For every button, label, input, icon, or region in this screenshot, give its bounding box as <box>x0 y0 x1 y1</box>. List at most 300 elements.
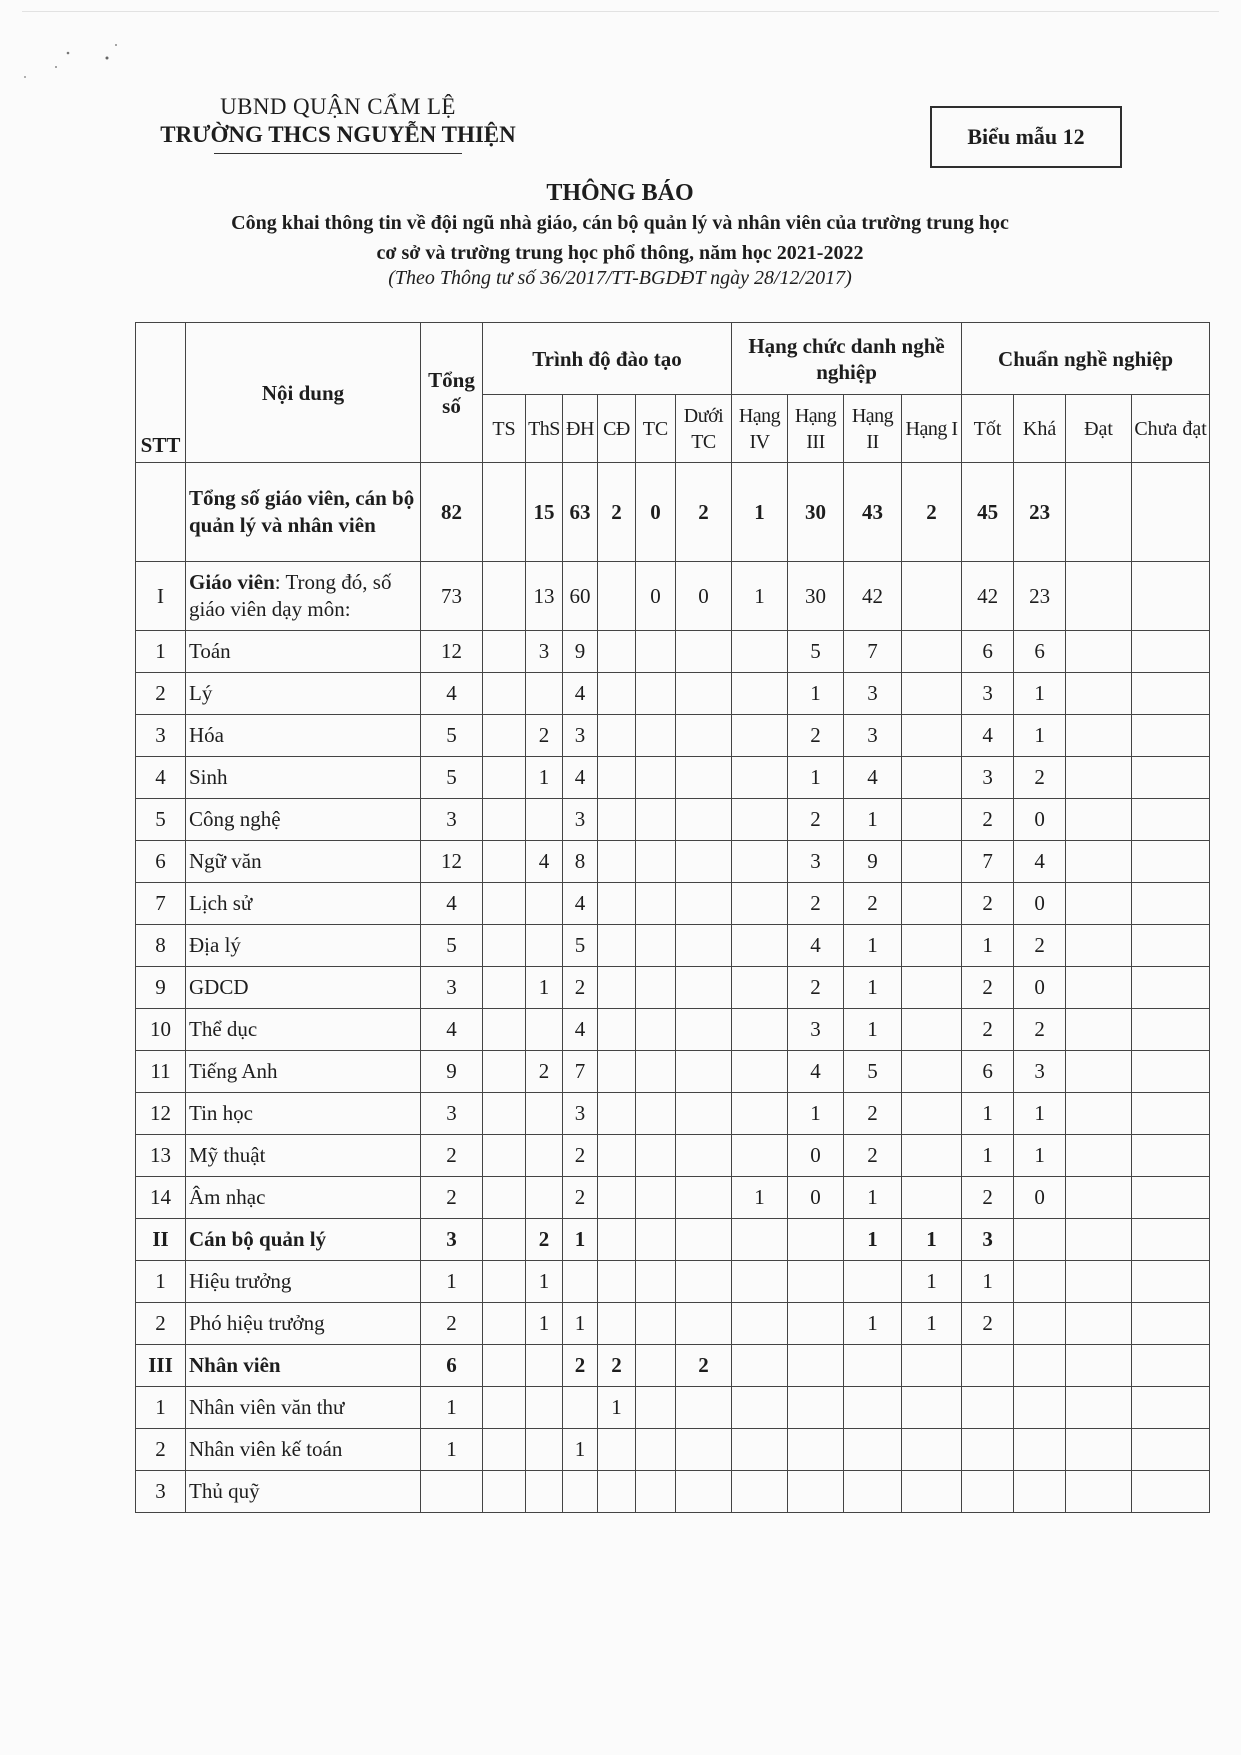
cell-stt: 5 <box>136 799 186 841</box>
cell-value <box>788 1261 844 1303</box>
cell-value <box>676 925 732 967</box>
cell-value: 2 <box>598 1345 636 1387</box>
cell-value <box>483 841 526 883</box>
cell-value <box>483 1093 526 1135</box>
cell-value: 1 <box>844 1177 902 1219</box>
cell-value: 1 <box>732 562 788 631</box>
agency-name: UBND QUẬN CẨM LỆ <box>220 94 456 119</box>
cell-value <box>732 1219 788 1261</box>
table-row <box>136 463 1210 562</box>
cell-noi-dung: Âm nhạc <box>186 1177 421 1219</box>
cell-stt: 12 <box>136 1093 186 1135</box>
table-row <box>136 1051 1210 1093</box>
cell-value <box>1066 1303 1132 1345</box>
cell-value: 1 <box>902 1261 962 1303</box>
cell-value <box>636 1345 676 1387</box>
cell-value: 1 <box>563 1219 598 1261</box>
cell-value <box>636 799 676 841</box>
cell-tong-so: 2 <box>421 1135 483 1177</box>
cell-stt: 2 <box>136 673 186 715</box>
cell-value: 2 <box>962 1303 1014 1345</box>
cell-value: 2 <box>962 967 1014 1009</box>
cell-stt: 13 <box>136 1135 186 1177</box>
cell-value <box>1132 1219 1210 1261</box>
cell-value: 4 <box>962 715 1014 757</box>
cell-value: 0 <box>1014 1177 1066 1219</box>
cell-value <box>676 1303 732 1345</box>
cell-value <box>598 757 636 799</box>
cell-value: 2 <box>563 967 598 1009</box>
cell-value <box>636 1261 676 1303</box>
cell-value <box>1066 673 1132 715</box>
cell-value: 4 <box>526 841 563 883</box>
cell-value: 1 <box>526 1303 563 1345</box>
cell-value <box>732 1135 788 1177</box>
cell-stt: 11 <box>136 1051 186 1093</box>
cell-value: 4 <box>563 673 598 715</box>
cell-value: 0 <box>1014 967 1066 1009</box>
cell-value <box>902 967 962 1009</box>
cell-value <box>902 1177 962 1219</box>
cell-value <box>483 562 526 631</box>
table-row <box>136 562 1210 631</box>
cell-value <box>483 1387 526 1429</box>
cell-stt: 2 <box>136 1429 186 1471</box>
cell-value <box>902 673 962 715</box>
cell-tong-so: 12 <box>421 631 483 673</box>
cell-noi-dung: Hóa <box>186 715 421 757</box>
cell-value: 1 <box>563 1429 598 1471</box>
cell-stt: 1 <box>136 1261 186 1303</box>
school-underline <box>214 153 462 154</box>
cell-value <box>1066 1429 1132 1471</box>
cell-tong-so: 3 <box>421 1219 483 1261</box>
cell-value: 6 <box>962 631 1014 673</box>
cell-value <box>1132 1261 1210 1303</box>
cell-stt: 6 <box>136 841 186 883</box>
cell-value: 3 <box>844 715 902 757</box>
header-duoi-tc: Dưới TC <box>676 395 732 463</box>
cell-stt: III <box>136 1345 186 1387</box>
cell-value <box>636 1051 676 1093</box>
cell-stt: 4 <box>136 757 186 799</box>
cell-value <box>902 1135 962 1177</box>
cell-value <box>636 1219 676 1261</box>
cell-value <box>598 1135 636 1177</box>
cell-value <box>1132 631 1210 673</box>
cell-value <box>1066 925 1132 967</box>
cell-value <box>1132 673 1210 715</box>
cell-value <box>636 967 676 1009</box>
table-row <box>136 1429 1210 1471</box>
cell-value: 0 <box>788 1135 844 1177</box>
cell-value <box>788 1387 844 1429</box>
document-note: (Theo Thông tư số 36/2017/TT-BGDĐT ngày 28/12/2017) <box>388 267 852 289</box>
cell-value: 2 <box>676 463 732 562</box>
cell-value: 7 <box>962 841 1014 883</box>
cell-value <box>732 673 788 715</box>
cell-value <box>483 673 526 715</box>
cell-value <box>902 1345 962 1387</box>
cell-value <box>676 1261 732 1303</box>
cell-value: 1 <box>844 799 902 841</box>
cell-value <box>636 757 676 799</box>
cell-value <box>1014 1261 1066 1303</box>
cell-value <box>483 925 526 967</box>
cell-value <box>1066 757 1132 799</box>
scan-specks <box>20 30 130 90</box>
cell-value <box>483 1135 526 1177</box>
cell-value: 1 <box>526 757 563 799</box>
cell-value <box>1132 1429 1210 1471</box>
cell-value <box>526 1387 563 1429</box>
cell-value: 43 <box>844 463 902 562</box>
header-kha: Khá <box>1014 395 1066 463</box>
cell-value: 3 <box>788 1009 844 1051</box>
cell-noi-dung <box>186 562 421 631</box>
cell-value <box>1066 631 1132 673</box>
cell-value: 1 <box>732 463 788 562</box>
cell-value <box>1132 1135 1210 1177</box>
cell-value <box>483 1261 526 1303</box>
cell-value: 3 <box>563 715 598 757</box>
cell-value <box>636 883 676 925</box>
cell-value: 2 <box>1014 925 1066 967</box>
cell-noi-dung: Sinh <box>186 757 421 799</box>
cell-value: 4 <box>788 925 844 967</box>
cell-value: 0 <box>1014 883 1066 925</box>
cell-value <box>526 1093 563 1135</box>
cell-value <box>732 1387 788 1429</box>
cell-stt: 14 <box>136 1177 186 1219</box>
cell-value: 0 <box>1014 799 1066 841</box>
cell-stt: 7 <box>136 883 186 925</box>
cell-value: 3 <box>563 1093 598 1135</box>
cell-value <box>526 673 563 715</box>
cell-value <box>483 799 526 841</box>
table-row <box>136 1009 1210 1051</box>
cell-value <box>1066 1261 1132 1303</box>
cell-noi-dung: Ngữ văn <box>186 841 421 883</box>
cell-value: 42 <box>844 562 902 631</box>
cell-value <box>1014 1429 1066 1471</box>
cell-value <box>1066 1093 1132 1135</box>
cell-value <box>636 1135 676 1177</box>
cell-value <box>1014 1471 1066 1513</box>
cell-stt: 9 <box>136 967 186 1009</box>
cell-stt: II <box>136 1219 186 1261</box>
cell-value <box>636 715 676 757</box>
cell-value <box>526 1135 563 1177</box>
cell-value <box>676 1177 732 1219</box>
cell-value <box>483 463 526 562</box>
cell-noi-dung: Lịch sử <box>186 883 421 925</box>
header-group-chuan: Chuẩn nghề nghiệp <box>962 323 1210 395</box>
header-hang-i: Hạng I <box>902 395 962 463</box>
cell-value <box>732 799 788 841</box>
cell-value: 1 <box>1014 715 1066 757</box>
table-row <box>136 757 1210 799</box>
cell-value <box>1066 715 1132 757</box>
cell-value <box>636 631 676 673</box>
cell-value <box>902 631 962 673</box>
cell-value <box>483 1429 526 1471</box>
cell-value: 5 <box>844 1051 902 1093</box>
header-tot: Tốt <box>962 395 1014 463</box>
cell-value <box>732 1093 788 1135</box>
cell-tong-so: 4 <box>421 1009 483 1051</box>
cell-value: 1 <box>902 1219 962 1261</box>
cell-value <box>676 1093 732 1135</box>
cell-value: 8 <box>563 841 598 883</box>
cell-value: 9 <box>844 841 902 883</box>
cell-value <box>732 715 788 757</box>
cell-value: 2 <box>563 1135 598 1177</box>
cell-value <box>962 1471 1014 1513</box>
cell-value <box>598 967 636 1009</box>
cell-value <box>1066 1345 1132 1387</box>
cell-value <box>636 1429 676 1471</box>
cell-value <box>526 925 563 967</box>
cell-value: 1 <box>844 967 902 1009</box>
cell-value: 1 <box>844 1303 902 1345</box>
cell-stt: 3 <box>136 715 186 757</box>
cell-value: 2 <box>844 883 902 925</box>
cell-value <box>598 1429 636 1471</box>
cell-value <box>598 1009 636 1051</box>
table-row <box>136 1093 1210 1135</box>
cell-value <box>1132 1009 1210 1051</box>
title-block <box>120 180 1120 290</box>
cell-value: 3 <box>962 757 1014 799</box>
cell-value <box>788 1219 844 1261</box>
table-row <box>136 841 1210 883</box>
cell-value <box>526 1471 563 1513</box>
cell-value <box>636 841 676 883</box>
cell-value <box>483 967 526 1009</box>
cell-value <box>563 1261 598 1303</box>
table-row <box>136 883 1210 925</box>
cell-value <box>676 967 732 1009</box>
cell-value: 4 <box>563 883 598 925</box>
cell-value: 30 <box>788 562 844 631</box>
cell-value <box>902 1093 962 1135</box>
cell-noi-dung: Tổng số giáo viên, cán bộ quản lý và nhân viên <box>186 463 421 562</box>
cell-value <box>1066 967 1132 1009</box>
cell-value <box>1014 1345 1066 1387</box>
cell-value: 15 <box>526 463 563 562</box>
cell-value: 2 <box>962 1177 1014 1219</box>
cell-stt <box>136 463 186 562</box>
cell-value <box>1066 1009 1132 1051</box>
cell-value: 1 <box>563 1303 598 1345</box>
cell-value <box>483 1303 526 1345</box>
cell-value <box>483 1345 526 1387</box>
cell-value: 1 <box>844 1009 902 1051</box>
cell-value <box>598 673 636 715</box>
cell-value <box>1132 757 1210 799</box>
cell-value: 1 <box>962 1093 1014 1135</box>
cell-value: 7 <box>563 1051 598 1093</box>
cell-value: 3 <box>563 799 598 841</box>
cell-value <box>483 631 526 673</box>
cell-value <box>732 1345 788 1387</box>
cell-value <box>1014 1303 1066 1345</box>
cell-tong-so: 3 <box>421 967 483 1009</box>
cell-value <box>598 1177 636 1219</box>
cell-value: 2 <box>563 1345 598 1387</box>
cell-value <box>732 925 788 967</box>
cell-value <box>1066 1051 1132 1093</box>
cell-tong-so: 1 <box>421 1261 483 1303</box>
cell-value: 60 <box>563 562 598 631</box>
cell-value: 0 <box>636 463 676 562</box>
cell-value <box>598 1093 636 1135</box>
cell-value <box>526 1345 563 1387</box>
cell-value: 3 <box>844 673 902 715</box>
cell-value: 1 <box>788 673 844 715</box>
header-dat: Đạt <box>1066 395 1132 463</box>
cell-value <box>676 1051 732 1093</box>
cell-value <box>844 1345 902 1387</box>
cell-tong-so: 5 <box>421 757 483 799</box>
cell-value <box>526 883 563 925</box>
cell-value <box>676 1471 732 1513</box>
cell-value: 2 <box>563 1177 598 1219</box>
cell-noi-dung-rest: : Trong đó, số giáo viên dạy môn: <box>189 570 392 621</box>
form-label: Biểu mẫu 12 <box>967 124 1085 149</box>
cell-value <box>1066 799 1132 841</box>
cell-value: 3 <box>962 673 1014 715</box>
table-row <box>136 1471 1210 1513</box>
cell-tong-so: 4 <box>421 673 483 715</box>
cell-tong-so: 9 <box>421 1051 483 1093</box>
cell-value: 4 <box>563 757 598 799</box>
cell-value <box>676 841 732 883</box>
cell-value: 2 <box>902 463 962 562</box>
cell-value: 2 <box>598 463 636 562</box>
cell-tong-so: 12 <box>421 841 483 883</box>
cell-tong-so: 2 <box>421 1177 483 1219</box>
cell-value <box>732 757 788 799</box>
cell-value: 2 <box>788 883 844 925</box>
cell-value <box>1066 463 1132 562</box>
cell-value <box>1132 463 1210 562</box>
header-dh: ĐH <box>563 395 598 463</box>
cell-value <box>676 715 732 757</box>
cell-value <box>844 1471 902 1513</box>
cell-value <box>1132 1093 1210 1135</box>
header-hang-ii: Hạng II <box>844 395 902 463</box>
table-row <box>136 631 1210 673</box>
cell-value <box>676 1135 732 1177</box>
cell-value <box>902 841 962 883</box>
cell-tong-so <box>421 1471 483 1513</box>
table-row <box>136 1177 1210 1219</box>
cell-value <box>902 1051 962 1093</box>
cell-tong-so: 82 <box>421 463 483 562</box>
cell-value <box>483 883 526 925</box>
cell-value <box>902 757 962 799</box>
cell-value: 6 <box>962 1051 1014 1093</box>
cell-tong-so: 1 <box>421 1429 483 1471</box>
cell-value <box>902 883 962 925</box>
cell-value <box>1066 1177 1132 1219</box>
cell-value <box>1132 1345 1210 1387</box>
table-row <box>136 1261 1210 1303</box>
cell-value <box>598 1471 636 1513</box>
cell-noi-dung: Tiếng Anh <box>186 1051 421 1093</box>
cell-tong-so: 1 <box>421 1387 483 1429</box>
cell-noi-dung: Nhân viên văn thư <box>186 1387 421 1429</box>
cell-value <box>1014 1219 1066 1261</box>
cell-value: 2 <box>788 799 844 841</box>
cell-value: 30 <box>788 463 844 562</box>
table-row <box>136 799 1210 841</box>
cell-noi-dung: Hiệu trưởng <box>186 1261 421 1303</box>
cell-value <box>483 1471 526 1513</box>
cell-value <box>483 1009 526 1051</box>
cell-value <box>676 1387 732 1429</box>
cell-value: 9 <box>563 631 598 673</box>
cell-value: 1 <box>844 1219 902 1261</box>
cell-value: 63 <box>563 463 598 562</box>
cell-value <box>788 1345 844 1387</box>
header-ts: TS <box>483 395 526 463</box>
cell-value <box>962 1429 1014 1471</box>
cell-value <box>1066 1387 1132 1429</box>
cell-value <box>1066 883 1132 925</box>
cell-tong-so: 4 <box>421 883 483 925</box>
cell-value <box>1132 1471 1210 1513</box>
cell-value: 2 <box>676 1345 732 1387</box>
cell-value: 23 <box>1014 463 1066 562</box>
cell-value <box>1066 841 1132 883</box>
cell-stt: 1 <box>136 1387 186 1429</box>
cell-value: 3 <box>962 1219 1014 1261</box>
cell-value: 4 <box>844 757 902 799</box>
cell-value: 2 <box>788 967 844 1009</box>
cell-value <box>636 1177 676 1219</box>
cell-value <box>598 883 636 925</box>
cell-stt: 1 <box>136 631 186 673</box>
cell-value: 1 <box>788 1093 844 1135</box>
cell-stt: 8 <box>136 925 186 967</box>
cell-value <box>844 1261 902 1303</box>
cell-value: 1 <box>902 1303 962 1345</box>
school-header <box>138 94 538 154</box>
cell-value: 4 <box>1014 841 1066 883</box>
cell-value: 0 <box>676 562 732 631</box>
cell-value <box>1132 925 1210 967</box>
table-row <box>136 967 1210 1009</box>
cell-noi-dung-bold: Giáo viên <box>189 570 275 594</box>
header-tong-so: Tổng số <box>421 323 483 463</box>
cell-value <box>636 1093 676 1135</box>
cell-value <box>526 1429 563 1471</box>
cell-value <box>598 1051 636 1093</box>
cell-value <box>902 925 962 967</box>
cell-value <box>598 631 636 673</box>
cell-value <box>676 631 732 673</box>
table-body <box>136 463 1210 1513</box>
cell-value: 3 <box>526 631 563 673</box>
cell-value <box>676 1429 732 1471</box>
cell-value <box>902 1471 962 1513</box>
cell-value: 2 <box>526 1051 563 1093</box>
cell-value <box>732 883 788 925</box>
cell-tong-so: 73 <box>421 562 483 631</box>
